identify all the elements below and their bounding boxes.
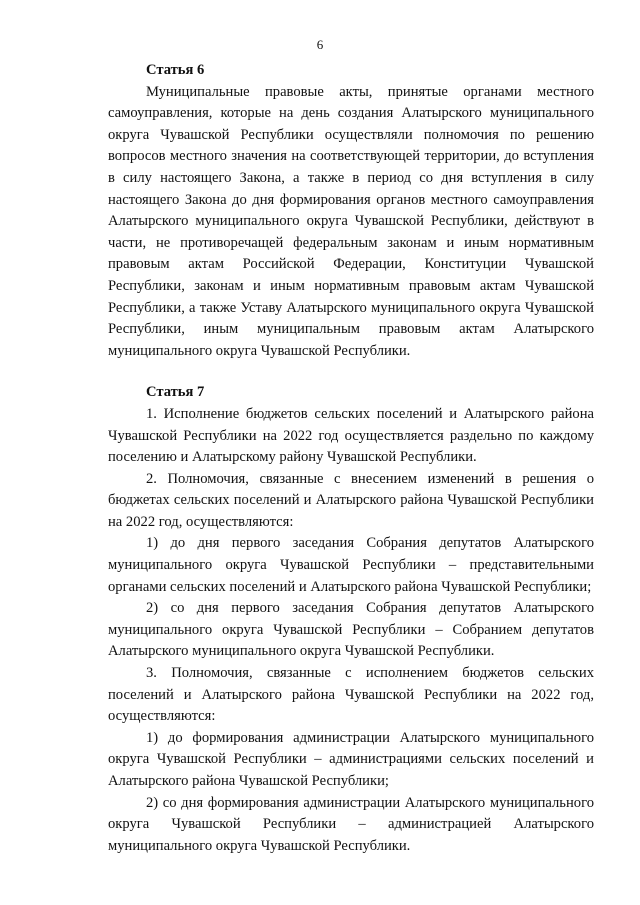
article-7 — [108, 382, 594, 857]
article-heading: Статья 6 — [146, 62, 205, 78]
article-paragraph: 2) со дня первого заседания Собрания депутатов Алатырского муниципального округа Чувашской Республики – Собранием депутатов Алатырского муниципального округа Чувашской Республики. — [108, 600, 594, 660]
article-heading: Статья 7 — [146, 384, 205, 401]
article-6 — [108, 60, 594, 362]
article-spacer — [108, 362, 594, 382]
page-number: 6 — [316, 37, 324, 52]
article-paragraph: 2. Полномочия, связанные с внесением изменений в решения о бюджетах сельских поселений и Алатырского района Чувашской Республики на 2022 год, осуществляются: — [108, 470, 594, 530]
article-paragraph: 1. Исполнение бюджетов сельских поселений и Алатырского района Чувашской Республики на 2022 год осуществляется раздельно по каждому поселению и Алатырскому району Чувашской Республики. — [108, 405, 594, 466]
document-body — [108, 60, 594, 857]
article-paragraph: 2) со дня формирования администрации Алатырского муниципального округа Чувашской Республики – администрацией Алатырского муниципального округа Чувашской Республики. — [108, 794, 594, 854]
article-paragraph: Муниципальные правовые акты, принятые органами местного самоуправления, которые на день создания Алатырского муниципального округа Чувашской Республики осуществляли полномочия по решению вопросов местного значения на соответствующей территории, до вступления в силу настоящего Закона, а также в период со дня вступления в силу настоящего Закона до дня формирования органов местного самоуправления Алатырского муниципального округа Чувашской Республики, действуют в части, не противоречащей федеральным законам и иным нормативным правовым актам Российской Федерации, Конституции Чувашской Республики, законам и иным нормативным правовым актам Чувашской Республики, а также Уставу Алатырского муниципального округа Чувашской Республики, иным муниципальным правовым актам Алатырского муниципального округа Чувашской Республики. — [108, 83, 594, 359]
article-paragraph: 3. Полномочия, связанные с исполнением бюджетов сельских поселений и Алатырского района Чувашской Республики на 2022 год, осуществляются: — [108, 665, 594, 725]
article-paragraph: 1) до формирования администрации Алатырского муниципального округа Чувашской Республики – администрациями сельских поселений и Алатырского района Чувашской Республики; — [108, 729, 594, 789]
article-paragraph: 1) до дня первого заседания Собрания депутатов Алатырского муниципального округа Чувашской Республики – представительными органами сельских поселений и Алатырского района Чувашской Республики; — [108, 535, 594, 595]
